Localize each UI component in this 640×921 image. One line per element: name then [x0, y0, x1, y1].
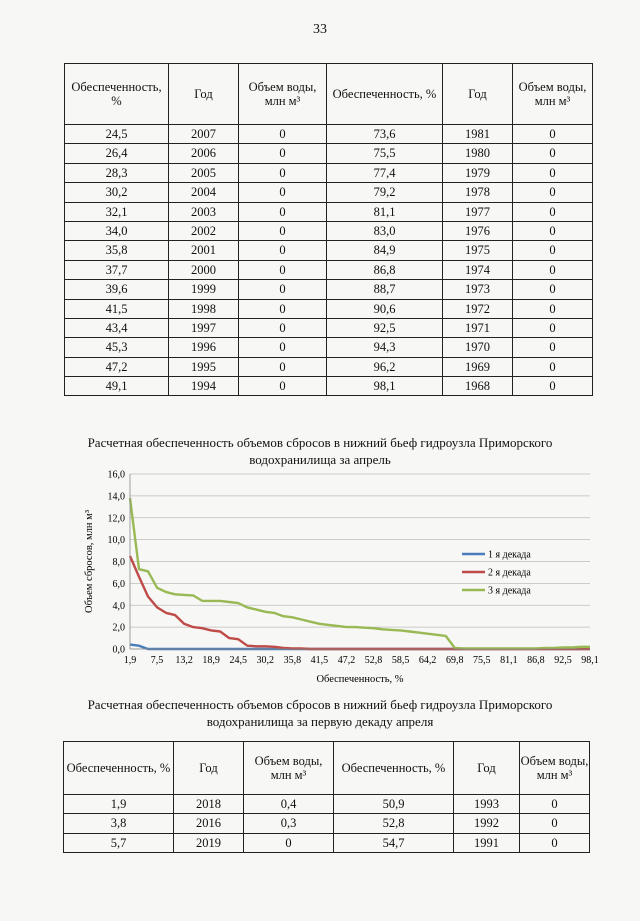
table-cell: 1996 [169, 338, 239, 357]
x-axis-title: Обеспеченность, % [316, 674, 404, 685]
table-cell: 32,1 [65, 202, 169, 221]
header-volume: Объем воды, млн м³ [513, 64, 593, 125]
table-cell: 2000 [169, 260, 239, 279]
table-cell: 0 [513, 338, 593, 357]
y-tick-label: 10,0 [107, 535, 125, 547]
table-cell: 0 [513, 357, 593, 376]
table-row [65, 183, 593, 202]
x-tick-label: 24,5 [229, 655, 247, 666]
table-cell: 35,8 [65, 241, 169, 260]
table2-title-line: Расчетная обеспеченность объемов сбросов в нижний бьеф гидроузла Приморского [87, 697, 553, 712]
table-cell: 1976 [443, 221, 513, 240]
table-cell: 1,9 [64, 795, 174, 814]
table-header-row [64, 742, 590, 795]
legend-label: 1 я декада [488, 549, 531, 561]
table-cell: 28,3 [65, 163, 169, 182]
table-cell: 2007 [169, 125, 239, 144]
table-cell: 1972 [443, 299, 513, 318]
table-row [65, 241, 593, 260]
table-cell: 1991 [454, 833, 520, 852]
table-cell: 26,4 [65, 144, 169, 163]
table-cell: 0 [513, 299, 593, 318]
page-number: 33 [313, 22, 327, 37]
table-cell: 1973 [443, 280, 513, 299]
table-cell: 2004 [169, 183, 239, 202]
table-cell: 0 [244, 833, 334, 852]
table-cell: 90,6 [327, 299, 443, 318]
table-cell: 37,7 [65, 260, 169, 279]
table-cell: 0 [239, 377, 327, 396]
table-cell: 86,8 [327, 260, 443, 279]
x-tick-label: 7,5 [150, 655, 164, 666]
y-axis-title: Объем сбросов, млн м³ [84, 510, 95, 613]
table-cell: 45,3 [65, 338, 169, 357]
table-cell: 1994 [169, 377, 239, 396]
table-cell: 0 [239, 125, 327, 144]
table-cell: 0 [513, 260, 593, 279]
header-year: Год [169, 64, 239, 125]
chart-title-line: Расчетная обеспеченность объемов сбросов в нижний бьеф гидроузла Приморского [87, 435, 553, 450]
table-cell: 1977 [443, 202, 513, 221]
table-cell: 1979 [443, 163, 513, 182]
first-decade-table [63, 741, 590, 853]
table-cell: 79,2 [327, 183, 443, 202]
table-cell: 2003 [169, 202, 239, 221]
y-tick-label: 14,0 [107, 491, 125, 503]
table-cell: 0 [239, 299, 327, 318]
x-tick-label: 81,1 [500, 655, 518, 666]
table-cell: 0 [513, 377, 593, 396]
table-cell: 0 [239, 183, 327, 202]
table-cell: 2016 [174, 814, 244, 833]
table-cell: 1993 [454, 795, 520, 814]
table-cell: 0,3 [244, 814, 334, 833]
x-tick-label: 98,1 [581, 655, 599, 666]
x-tick-label: 75,5 [473, 655, 491, 666]
table-cell: 1999 [169, 280, 239, 299]
table-cell: 1974 [443, 260, 513, 279]
table-cell: 47,2 [65, 357, 169, 376]
y-tick-label: 8,0 [112, 557, 125, 568]
discharge-probability-chart [70, 464, 600, 686]
table-row [65, 260, 593, 279]
table-cell: 2018 [174, 795, 244, 814]
table-cell: 54,7 [334, 833, 454, 852]
x-tick-label: 41,5 [310, 655, 329, 666]
table-cell: 1981 [443, 125, 513, 144]
table-cell: 2002 [169, 221, 239, 240]
table-cell: 34,0 [65, 221, 169, 240]
table-cell: 1971 [443, 318, 513, 337]
y-tick-label: 4,0 [112, 600, 125, 612]
table-row [65, 125, 593, 144]
table-cell: 2006 [169, 144, 239, 163]
table-cell: 1968 [443, 377, 513, 396]
x-tick-label: 13,2 [175, 655, 193, 666]
table-row [65, 202, 593, 221]
y-tick-label: 0,0 [112, 644, 125, 656]
table-row [64, 795, 590, 814]
x-tick-label: 18,9 [202, 655, 220, 666]
table-cell: 0 [520, 814, 590, 833]
table-cell: 1980 [443, 144, 513, 163]
table-cell: 2001 [169, 241, 239, 260]
table-row [65, 163, 593, 182]
table-cell: 3,8 [64, 814, 174, 833]
table-row [65, 144, 593, 163]
table2-title-line: водохранилища за первую декаду апреля [206, 714, 434, 729]
x-tick-label: 64,2 [418, 655, 437, 666]
table-cell: 83,0 [327, 221, 443, 240]
table-row [64, 833, 590, 852]
header-probability: Обеспеченность, % [334, 742, 454, 795]
table-cell: 39,6 [65, 280, 169, 299]
table-cell: 0 [239, 357, 327, 376]
table-cell: 0 [513, 163, 593, 182]
table-row [65, 357, 593, 376]
table-cell: 24,5 [65, 125, 169, 144]
table-cell: 0 [513, 144, 593, 163]
x-tick-label: 92,5 [554, 655, 572, 666]
header-year: Год [443, 64, 513, 125]
table-cell: 1969 [443, 357, 513, 376]
table-cell: 1992 [454, 814, 520, 833]
table-cell: 30,2 [65, 183, 169, 202]
table2-title [0, 696, 640, 730]
table-cell: 75,5 [327, 144, 443, 163]
table-cell: 94,3 [327, 338, 443, 357]
header-volume: Объем воды, млн м³ [244, 742, 334, 795]
x-tick-label: 69,8 [445, 655, 464, 666]
table-cell: 1975 [443, 241, 513, 260]
y-tick-label: 16,0 [107, 469, 125, 481]
table-cell: 1997 [169, 318, 239, 337]
header-volume: Объем воды, млн м³ [520, 742, 590, 795]
header-volume: Объем воды, млн м³ [239, 64, 327, 125]
table-cell: 0 [239, 280, 327, 299]
table-cell: 77,4 [327, 163, 443, 182]
table-cell: 0 [239, 202, 327, 221]
table-cell: 52,8 [334, 814, 454, 833]
table-cell: 81,1 [327, 202, 443, 221]
probability-table-continued [64, 63, 593, 396]
table-cell: 0,4 [244, 795, 334, 814]
x-tick-label: 30,2 [256, 655, 275, 666]
table-row [65, 299, 593, 318]
table-cell: 2019 [174, 833, 244, 852]
table-cell: 0 [513, 202, 593, 221]
header-probability: Обеспеченность, % [65, 64, 169, 125]
table-cell: 1998 [169, 299, 239, 318]
table-cell: 43,4 [65, 318, 169, 337]
table-cell: 0 [239, 163, 327, 182]
table-cell: 0 [239, 260, 327, 279]
header-year: Год [174, 742, 244, 795]
table-cell: 84,9 [327, 241, 443, 260]
table-row [65, 318, 593, 337]
table-cell: 0 [239, 241, 327, 260]
table-cell: 96,2 [327, 357, 443, 376]
table-cell: 41,5 [65, 299, 169, 318]
x-tick-label: 52,8 [364, 655, 383, 666]
table-cell: 0 [520, 795, 590, 814]
x-tick-label: 86,8 [527, 655, 545, 666]
legend-label: 2 я декада [488, 567, 531, 579]
table-cell: 0 [513, 125, 593, 144]
table-row [65, 280, 593, 299]
table-header-row [65, 64, 593, 125]
table-cell: 0 [513, 221, 593, 240]
table-cell: 0 [239, 338, 327, 357]
table-row [65, 221, 593, 240]
table-cell: 88,7 [327, 280, 443, 299]
table-cell: 5,7 [64, 833, 174, 852]
table-cell: 98,1 [327, 377, 443, 396]
table-cell: 50,9 [334, 795, 454, 814]
table-cell: 2005 [169, 163, 239, 182]
table-cell: 0 [513, 241, 593, 260]
header-probability: Обеспеченность, % [327, 64, 443, 125]
table-cell: 0 [239, 144, 327, 163]
table-cell: 92,5 [327, 318, 443, 337]
x-tick-label: 1,9 [123, 655, 137, 666]
table-cell: 0 [513, 183, 593, 202]
table-row [65, 338, 593, 357]
y-tick-label: 2,0 [112, 622, 125, 634]
table-cell: 1970 [443, 338, 513, 357]
header-probability: Обеспеченность, % [64, 742, 174, 795]
table-row [65, 377, 593, 396]
y-tick-label: 12,0 [107, 513, 125, 525]
x-tick-label: 35,8 [283, 655, 302, 666]
table-row [64, 814, 590, 833]
table-cell: 1978 [443, 183, 513, 202]
x-tick-label: 47,2 [337, 655, 356, 666]
table-cell: 49,1 [65, 377, 169, 396]
table-cell: 0 [239, 221, 327, 240]
chart-title-line: водохранилища за апрель [249, 452, 391, 467]
table-cell: 73,6 [327, 125, 443, 144]
x-tick-label: 58,5 [391, 655, 410, 666]
y-tick-label: 6,0 [112, 578, 125, 590]
table-cell: 1995 [169, 357, 239, 376]
table-cell: 0 [513, 318, 593, 337]
chart-title [0, 434, 640, 468]
header-year: Год [454, 742, 520, 795]
table-cell: 0 [513, 280, 593, 299]
legend-label: 3 я декада [488, 585, 531, 597]
table-cell: 0 [520, 833, 590, 852]
table-cell: 0 [239, 318, 327, 337]
